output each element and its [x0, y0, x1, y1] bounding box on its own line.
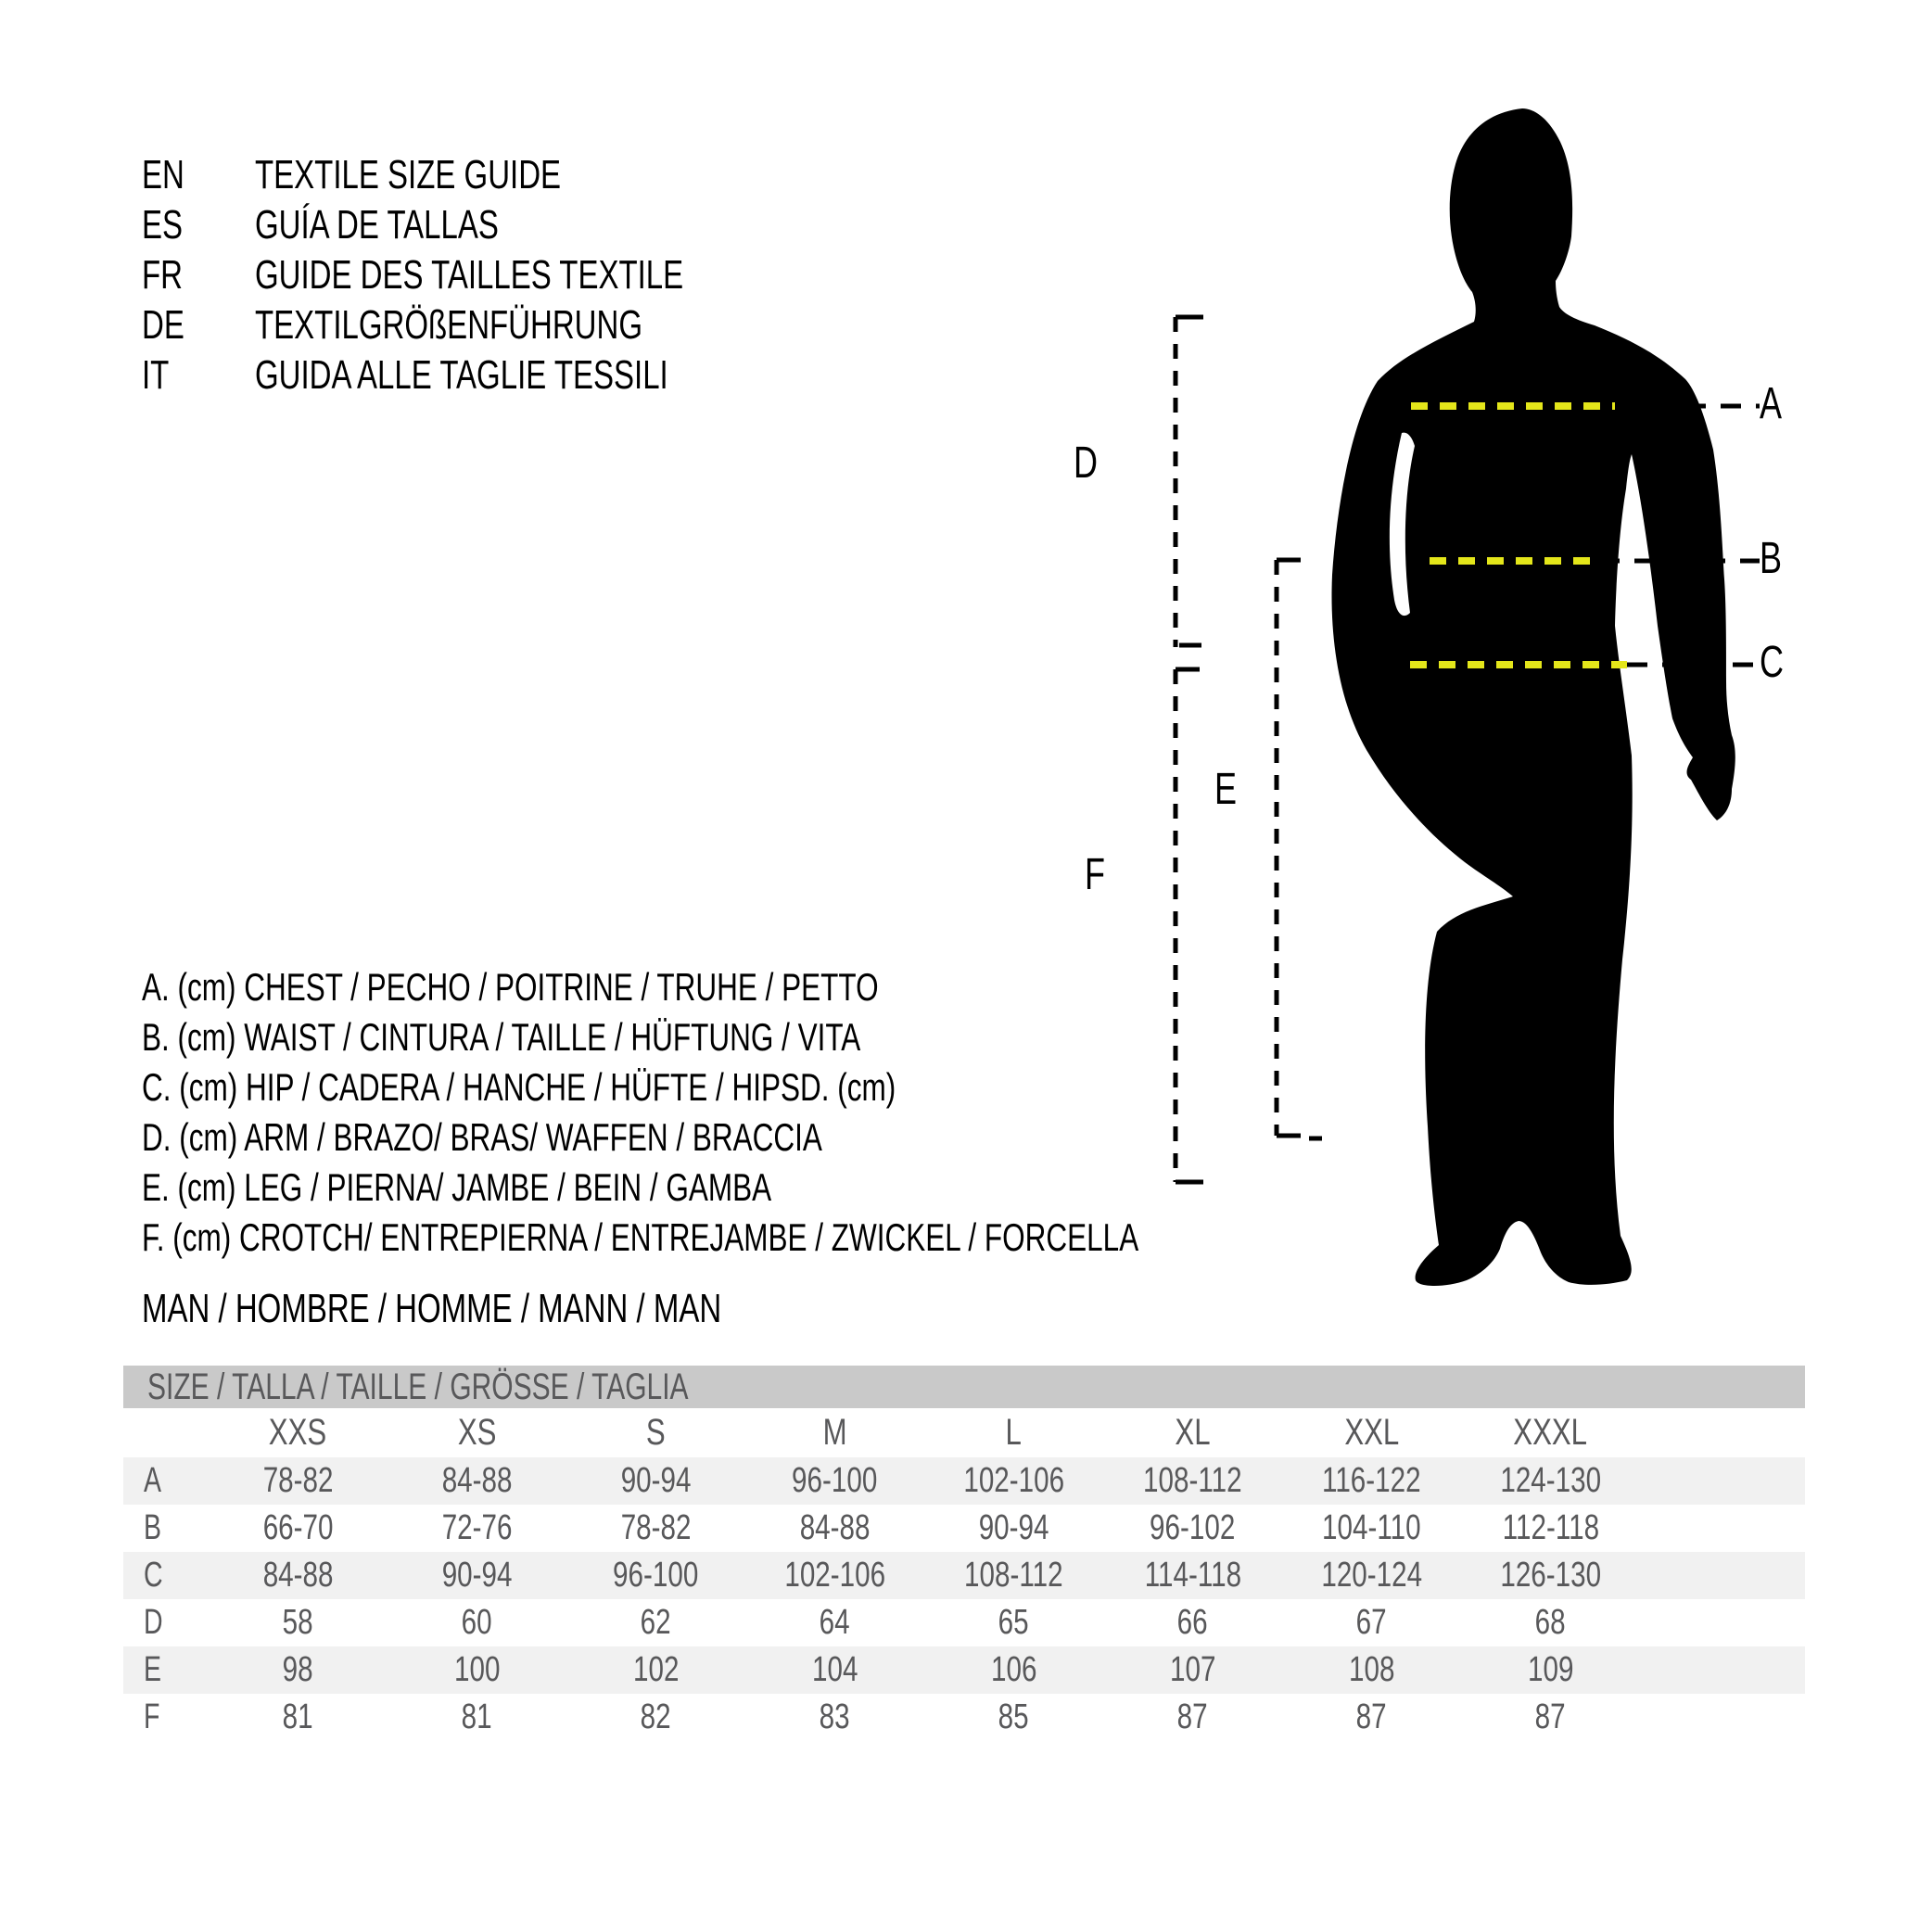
table-row-f	[123, 1694, 1805, 1741]
table-cell	[1282, 1599, 1461, 1646]
table-row-c	[123, 1552, 1805, 1599]
row-label	[123, 1505, 209, 1552]
table-cell-text: 96-100	[792, 1461, 878, 1500]
table-row-d	[123, 1599, 1805, 1646]
table-cell	[745, 1646, 924, 1694]
language-row-fr	[142, 250, 826, 300]
language-code-text: EN	[142, 152, 184, 197]
table-cell	[209, 1599, 388, 1646]
table-cell	[566, 1599, 745, 1646]
table-cell-text: 66-70	[262, 1508, 334, 1547]
table-cell	[1282, 1457, 1461, 1505]
table-cell-text: 84-88	[262, 1556, 334, 1595]
language-title-text: GUIDA ALLE TAGLIE TESSILI	[255, 352, 668, 398]
row-label-text: A	[144, 1461, 162, 1500]
table-cell	[924, 1552, 1103, 1599]
table-cell-text: 126-130	[1500, 1556, 1601, 1595]
diagram-label-arm: D	[1074, 439, 1099, 488]
category-line	[142, 1284, 915, 1334]
man-silhouette-diagram	[1057, 93, 1932, 1316]
table-cell	[1282, 1646, 1461, 1694]
size-table-title-band	[123, 1366, 1805, 1408]
size-column-header-xl	[1103, 1408, 1282, 1457]
table-cell-text: 96-100	[613, 1556, 699, 1595]
table-cell	[1103, 1505, 1282, 1552]
table-cell	[745, 1694, 924, 1741]
language-title-block	[142, 150, 826, 400]
table-cell-text: 100	[453, 1650, 501, 1689]
table-cell	[1103, 1552, 1282, 1599]
row-label-text: E	[144, 1650, 162, 1689]
table-row-filler	[1640, 1505, 1805, 1552]
language-row-es	[142, 200, 826, 250]
table-cell-text: 120-124	[1321, 1556, 1422, 1595]
table-cell	[1461, 1552, 1640, 1599]
size-column-header-xxxl	[1461, 1408, 1640, 1457]
table-cell-text: 83	[820, 1697, 850, 1736]
size-table-header-filler	[1640, 1408, 1805, 1457]
table-cell-text: 108-112	[964, 1556, 1063, 1595]
table-row-filler	[1640, 1646, 1805, 1694]
language-code	[142, 250, 255, 300]
table-cell-text: 108-112	[1143, 1461, 1242, 1500]
size-column-header-text: XXXL	[1513, 1412, 1588, 1453]
table-cell-text: 81	[283, 1697, 313, 1736]
table-cell	[1282, 1505, 1461, 1552]
table-cell-text: 65	[998, 1603, 1029, 1642]
table-cell-text: 102	[632, 1650, 680, 1689]
table-cell-text: 84-88	[799, 1508, 871, 1547]
table-cell	[388, 1646, 566, 1694]
language-row-it	[142, 350, 826, 400]
table-cell-text: 68	[1535, 1603, 1566, 1642]
language-row-de	[142, 300, 826, 350]
size-table-title: SIZE / TALLA / TAILLE / GRÖSSE / TAGLIA	[147, 1366, 689, 1407]
legend-line-text: B. (cm) WAIST / CINTURA / TAILLE / HÜFTUNG / VITA	[142, 1015, 861, 1059]
diagram-label-waist: B	[1760, 534, 1783, 583]
table-cell-text: 124-130	[1500, 1461, 1601, 1500]
language-code-text: DE	[142, 302, 184, 348]
row-label	[123, 1457, 209, 1505]
size-column-header-xs	[388, 1408, 566, 1457]
size-column-header-text: L	[1005, 1412, 1023, 1453]
table-cell	[1461, 1457, 1640, 1505]
size-column-header-text: XS	[457, 1412, 497, 1453]
table-cell-text: 64	[820, 1603, 850, 1642]
row-label	[123, 1599, 209, 1646]
language-code-text: FR	[142, 252, 183, 298]
table-row-filler	[1640, 1552, 1805, 1599]
table-cell	[1461, 1646, 1640, 1694]
table-cell-text: 102-106	[963, 1461, 1064, 1500]
row-label-text: D	[144, 1603, 163, 1642]
table-cell-text: 96-102	[1150, 1508, 1236, 1547]
table-cell	[566, 1457, 745, 1505]
language-code-text: IT	[142, 352, 170, 398]
legend-line-text: E. (cm) LEG / PIERNA/ JAMBE / BEIN / GAMBA	[142, 1165, 772, 1209]
table-cell	[566, 1646, 745, 1694]
table-cell-text: 87	[1535, 1697, 1566, 1736]
size-column-header-text: M	[822, 1412, 847, 1453]
table-cell-text: 104	[811, 1650, 858, 1689]
language-title	[255, 200, 826, 250]
diagram-label-hip: C	[1760, 638, 1785, 687]
table-cell	[924, 1457, 1103, 1505]
table-cell-text: 116-122	[1322, 1461, 1421, 1500]
table-cell-text: 62	[641, 1603, 671, 1642]
table-cell-text: 81	[462, 1697, 492, 1736]
table-cell-text: 104-110	[1322, 1508, 1421, 1547]
table-cell-text: 58	[283, 1603, 313, 1642]
table-cell-text: 114-118	[1144, 1556, 1241, 1595]
table-cell-text: 102-106	[784, 1556, 885, 1595]
table-cell	[209, 1457, 388, 1505]
legend-line-text: D. (cm) ARM / BRAZO/ BRAS/ WAFFEN / BRACCIA	[142, 1115, 822, 1159]
table-cell-text: 85	[998, 1697, 1029, 1736]
language-title-text: GUÍA DE TALLAS	[255, 202, 499, 248]
table-cell-text: 87	[1177, 1697, 1208, 1736]
diagram-label-leg: E	[1214, 765, 1238, 814]
table-cell	[924, 1599, 1103, 1646]
table-cell-text: 98	[283, 1650, 313, 1689]
table-cell	[1461, 1694, 1640, 1741]
table-cell-text: 90-94	[441, 1556, 513, 1595]
language-code	[142, 150, 255, 200]
table-cell	[745, 1457, 924, 1505]
row-label	[123, 1694, 209, 1741]
table-cell	[1103, 1599, 1282, 1646]
table-cell-text: 82	[641, 1697, 671, 1736]
legend-line-text: A. (cm) CHEST / PECHO / POITRINE / TRUHE / PETTO	[142, 965, 879, 1009]
table-cell-text: 78-82	[620, 1508, 692, 1547]
table-cell	[566, 1505, 745, 1552]
table-cell-text: 106	[990, 1650, 1037, 1689]
table-cell-text: 72-76	[441, 1508, 513, 1547]
legend-line-text: C. (cm) HIP / CADERA / HANCHE / HÜFTE / HIPSD. (cm)	[142, 1065, 896, 1109]
size-table-body	[123, 1457, 1805, 1741]
size-column-header-text: XXL	[1344, 1412, 1399, 1453]
language-code	[142, 300, 255, 350]
table-cell	[924, 1694, 1103, 1741]
table-cell-text: 78-82	[262, 1461, 334, 1500]
size-column-header-text: S	[646, 1412, 666, 1453]
category-line-text: MAN / HOMBRE / HOMME / MANN / MAN	[142, 1286, 722, 1331]
table-cell-text: 107	[1169, 1650, 1216, 1689]
row-label-text: C	[144, 1556, 163, 1595]
table-cell	[209, 1694, 388, 1741]
language-title	[255, 150, 826, 200]
row-label-text: B	[144, 1508, 162, 1547]
size-table-corner-cell	[123, 1408, 209, 1457]
table-row-filler	[1640, 1599, 1805, 1646]
language-title	[255, 250, 826, 300]
table-cell	[924, 1505, 1103, 1552]
table-cell	[924, 1646, 1103, 1694]
table-row-e	[123, 1646, 1805, 1694]
size-column-header-text: XXS	[269, 1412, 327, 1453]
table-cell-text: 60	[462, 1603, 492, 1642]
language-title	[255, 350, 826, 400]
table-cell	[1103, 1457, 1282, 1505]
table-cell	[745, 1505, 924, 1552]
language-code	[142, 350, 255, 400]
table-cell	[1461, 1599, 1640, 1646]
language-title	[255, 300, 826, 350]
size-column-header-m	[745, 1408, 924, 1457]
table-cell	[566, 1552, 745, 1599]
size-column-header-xxs	[209, 1408, 388, 1457]
table-cell-text: 67	[1356, 1603, 1387, 1642]
table-cell	[388, 1599, 566, 1646]
size-column-header-l	[924, 1408, 1103, 1457]
size-column-header-s	[566, 1408, 745, 1457]
row-label	[123, 1552, 209, 1599]
table-cell-text: 109	[1527, 1650, 1574, 1689]
table-cell	[1282, 1552, 1461, 1599]
table-cell	[1103, 1646, 1282, 1694]
table-cell-text: 112-118	[1502, 1508, 1599, 1547]
table-cell-text: 90-94	[978, 1508, 1049, 1547]
table-cell	[566, 1694, 745, 1741]
table-row-filler	[1640, 1457, 1805, 1505]
language-title-text: TEXTILE SIZE GUIDE	[255, 152, 562, 197]
table-row-filler	[1640, 1694, 1805, 1741]
table-cell	[388, 1694, 566, 1741]
table-cell	[1103, 1694, 1282, 1741]
table-cell	[1461, 1505, 1640, 1552]
size-table	[123, 1366, 1805, 1741]
size-column-header-xxl	[1282, 1408, 1461, 1457]
table-cell-text: 90-94	[620, 1461, 692, 1500]
table-cell-text: 84-88	[441, 1461, 513, 1500]
row-label	[123, 1646, 209, 1694]
language-title-text: TEXTILGRÖßENFÜHRUNG	[255, 302, 643, 348]
diagram-label-chest: A	[1760, 379, 1783, 428]
size-table-header-row	[123, 1408, 1805, 1457]
table-cell	[209, 1505, 388, 1552]
table-row-b	[123, 1505, 1805, 1552]
table-cell	[388, 1505, 566, 1552]
man-silhouette	[1331, 108, 1735, 1286]
row-label-text: F	[144, 1697, 160, 1736]
table-cell	[745, 1599, 924, 1646]
table-cell	[209, 1646, 388, 1694]
table-cell	[209, 1552, 388, 1599]
table-cell	[388, 1552, 566, 1599]
table-cell	[1282, 1694, 1461, 1741]
table-cell-text: 87	[1356, 1697, 1387, 1736]
language-code	[142, 200, 255, 250]
diagram-label-crotch: F	[1085, 850, 1105, 899]
size-column-header-text: XL	[1175, 1412, 1211, 1453]
table-cell	[388, 1457, 566, 1505]
table-cell-text: 66	[1177, 1603, 1208, 1642]
language-row-en	[142, 150, 826, 200]
language-title-text: GUIDE DES TAILLES TEXTILE	[255, 252, 684, 298]
language-code-text: ES	[142, 202, 184, 248]
legend-line-text: F. (cm) CROTCH/ ENTREPIERNA / ENTREJAMBE / ZWICKEL / FORCELLA	[142, 1215, 1139, 1259]
table-cell-text: 108	[1348, 1650, 1395, 1689]
table-row-a	[123, 1457, 1805, 1505]
table-cell	[745, 1552, 924, 1599]
